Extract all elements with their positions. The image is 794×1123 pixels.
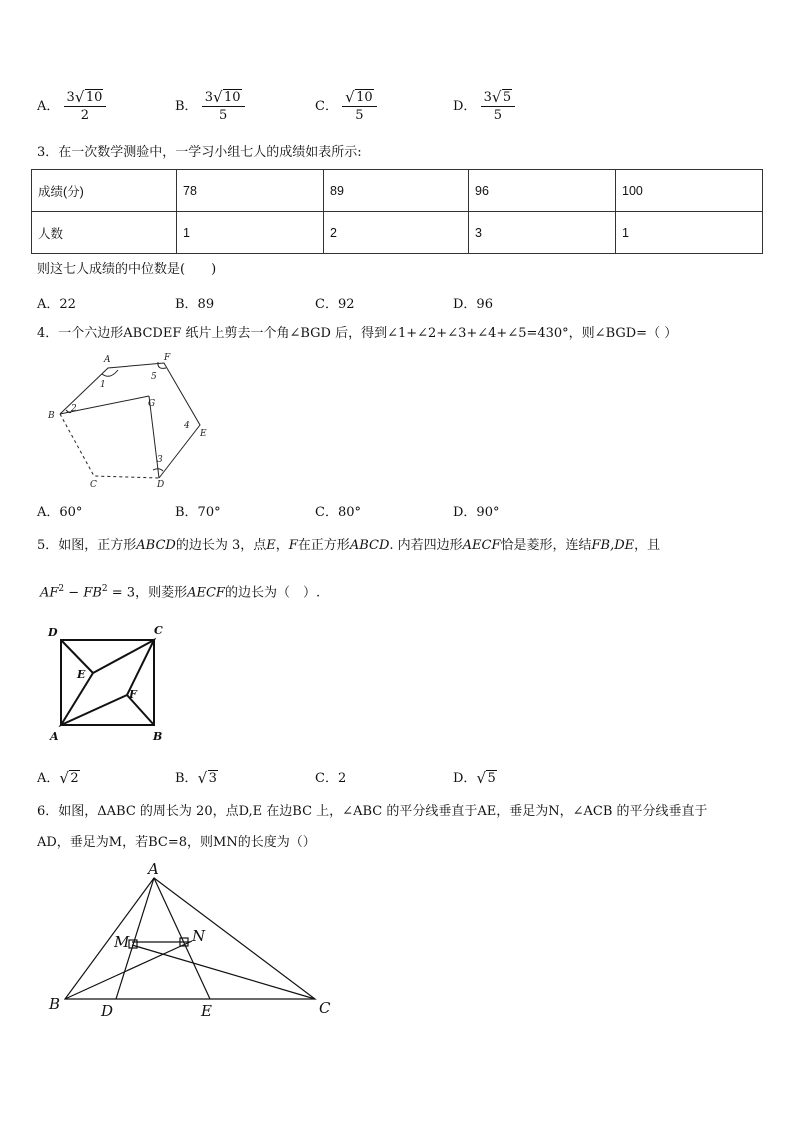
q4-option-a[interactable]: A．60° — [37, 505, 83, 520]
sqrt: √ 3 — [197, 769, 217, 787]
math: − — [64, 585, 84, 601]
label-e: E — [77, 668, 86, 681]
table-cell: 人数 — [32, 212, 177, 254]
option-letter: B． — [175, 99, 198, 114]
math: = 3 — [107, 585, 136, 601]
fraction — [64, 90, 107, 123]
table-cell: 78 — [177, 170, 324, 212]
radicand: 5 — [502, 90, 512, 105]
square-rhombus-figure — [40, 618, 180, 746]
q3-stem: 3．在一次数学测验中，一学习小组七人的成绩如表所示: — [37, 145, 362, 160]
label-5: 5 — [151, 372, 157, 382]
label-g: G — [148, 399, 156, 409]
text: 在正方形 — [297, 538, 350, 553]
option-letter: C． — [315, 99, 338, 114]
dashed-edges — [60, 414, 159, 478]
label-2: 2 — [71, 404, 77, 414]
table-cell: 成绩(分) — [32, 170, 177, 212]
math: F — [288, 538, 298, 553]
sqrt: √ 10 — [74, 88, 103, 106]
label-a: A — [148, 860, 159, 878]
label-n: N — [192, 927, 206, 945]
text: ， — [275, 538, 289, 553]
label-d: D — [101, 1002, 114, 1020]
triangle-figure — [40, 858, 350, 1023]
text: 5．如图，正方形 — [37, 538, 137, 553]
rhombus-aecf — [61, 640, 154, 725]
exponent: 2 — [58, 584, 65, 594]
label-d: D — [157, 480, 165, 490]
text: 的边长为（ ）. — [224, 585, 321, 601]
table-cell: 1 — [616, 212, 763, 254]
q6-stem-line2: AD，垂足为M，若BC=8，则MN的长度为（） — [37, 835, 316, 850]
option-value: 2 — [337, 771, 347, 786]
q4-option-b[interactable]: B．70° — [175, 505, 221, 520]
label-1: 1 — [100, 380, 106, 390]
radicand: 5 — [487, 771, 496, 786]
label-d: D — [48, 626, 58, 639]
table-cell: 1 — [177, 212, 324, 254]
label-f: F — [129, 688, 137, 701]
option-letter: B． — [175, 771, 198, 786]
math: AF — [40, 585, 59, 601]
sqrt: √ 10 — [212, 88, 241, 106]
hexagon-figure — [40, 350, 220, 490]
bisector-c — [132, 945, 315, 999]
label-m: M — [114, 933, 130, 951]
label-3: 3 — [157, 455, 163, 465]
q4-stem: 4．一个六边形ABCDEF 纸片上剪去一个角∠BGD 后，得到∠1+∠2+∠3+∠4+∠5=430°，则∠BGD=（ ） — [37, 326, 678, 341]
coef: 3 — [204, 90, 213, 105]
denominator: 5 — [218, 108, 228, 123]
fraction — [202, 90, 245, 123]
text: ，且 — [634, 538, 661, 553]
exponent: 2 — [101, 584, 108, 594]
option-letter: D． — [453, 771, 477, 786]
q2-option-b[interactable] — [175, 90, 245, 123]
option-letter: C． — [315, 771, 338, 786]
q3-option-d[interactable]: D．96 — [453, 297, 493, 312]
sqrt: √ 5 — [476, 769, 496, 787]
denominator: 5 — [493, 108, 502, 123]
label-b: B — [48, 411, 55, 421]
sqrt: √ 10 — [345, 88, 373, 106]
math: ABCD — [136, 538, 176, 553]
label-c: C — [319, 999, 331, 1017]
triangle-abc — [65, 878, 315, 999]
radicand: 10 — [356, 90, 373, 105]
label-a: A — [104, 355, 111, 365]
q4-option-c[interactable]: C．80° — [315, 505, 361, 520]
label-e: E — [201, 1002, 212, 1020]
coef: 3 — [66, 90, 75, 105]
radicand: 3 — [208, 771, 217, 786]
q3-option-a[interactable]: A．22 — [37, 297, 76, 312]
label-b: B — [153, 730, 163, 743]
hexagon-edges — [60, 363, 200, 478]
q5-option-c[interactable] — [315, 767, 346, 786]
table-row — [32, 212, 763, 254]
q5-option-b[interactable] — [175, 767, 218, 786]
label-c: C — [154, 624, 163, 637]
q3-option-b[interactable]: B．89 — [175, 297, 215, 312]
label-b: B — [49, 995, 61, 1013]
table-cell: 89 — [324, 170, 469, 212]
denominator: 2 — [80, 108, 90, 123]
label-4: 4 — [184, 421, 190, 431]
label-c: C — [90, 480, 97, 490]
score-table — [31, 169, 763, 254]
option-letter: D． — [453, 99, 477, 114]
math: FB — [83, 585, 102, 601]
denominator: 5 — [355, 108, 364, 123]
q2-option-c[interactable] — [315, 90, 377, 123]
table-cell: 3 — [469, 212, 616, 254]
label-a: A — [50, 730, 59, 743]
radicand: 2 — [70, 771, 79, 786]
sqrt: √ 2 — [59, 769, 79, 787]
table-cell: 100 — [616, 170, 763, 212]
q4-option-d[interactable]: D．90° — [453, 505, 500, 520]
q5-option-d[interactable] — [453, 767, 497, 786]
math: , — [610, 538, 615, 553]
math: ABCD — [349, 538, 390, 553]
table-cell: 96 — [469, 170, 616, 212]
q3-option-c[interactable]: C．92 — [315, 297, 355, 312]
text: ，则菱形 — [135, 585, 188, 601]
math: FB — [591, 538, 611, 553]
sqrt: √ 5 — [491, 88, 512, 106]
option-letter: A． — [37, 771, 60, 786]
label-e: E — [200, 429, 207, 439]
q5-stem-line2 — [40, 580, 320, 602]
math: E — [266, 538, 276, 553]
math: AECF — [462, 538, 501, 553]
label-f: F — [164, 353, 171, 363]
q5-option-a[interactable] — [37, 767, 80, 786]
radicand: 10 — [85, 90, 103, 105]
text: 恰是菱形，连结 — [500, 538, 592, 553]
text: . 内若四边形 — [389, 538, 463, 553]
q3-question: 则这七人成绩的中位数是( ) — [37, 262, 217, 277]
fraction — [342, 90, 377, 123]
q2-option-d[interactable] — [453, 90, 515, 123]
table-row — [32, 170, 763, 212]
coef: 3 — [483, 90, 492, 105]
fraction — [481, 90, 516, 123]
math: DE — [614, 538, 635, 553]
square-abcd — [61, 640, 154, 725]
q5-stem-line1 — [37, 537, 660, 555]
radicand: 10 — [223, 90, 241, 105]
math: AECF — [187, 585, 225, 601]
q2-option-a[interactable] — [37, 90, 106, 123]
q6-stem-line1: 6．如图，ΔABC 的周长为 20，点D,E 在边BC 上，∠ABC 的平分线垂直于AE，垂足为N，∠ACB 的平分线垂直于 — [37, 804, 708, 819]
option-letter: A． — [37, 99, 60, 114]
table-cell: 2 — [324, 212, 469, 254]
text: 的边长为 3，点 — [175, 538, 267, 553]
